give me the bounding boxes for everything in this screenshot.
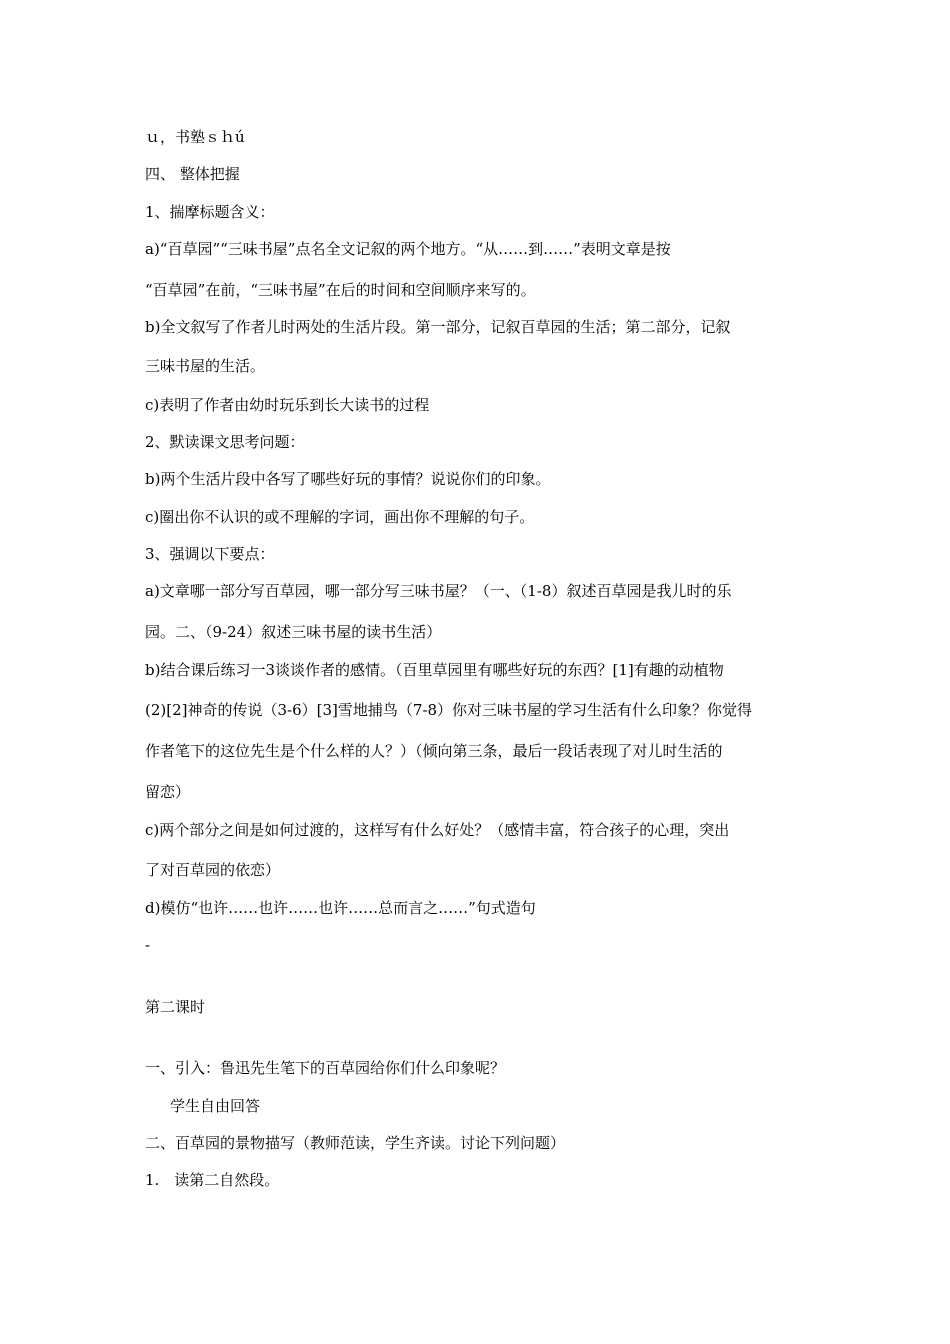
lesson-heading: 第二课时 (145, 998, 206, 1016)
text-line: 留恋） (145, 783, 191, 801)
text-line: b)结合课后练习一3谈谈作者的感情。（百里草园里有哪些好玩的东西？[1]有趣的动植物 (145, 661, 724, 679)
text-line: 2、默读课文思考问题： (145, 433, 305, 451)
text-line: 1、揣摩标题含义： (145, 203, 275, 221)
text-line: c)圈出你不认识的或不理解的字词，画出你不理解的句子。 (145, 508, 535, 526)
text-line: 作者笔下的这位先生是个什么样的人？）（倾向第三条，最后一段话表现了对儿时生活的 (145, 742, 723, 760)
text-line: (2)[2]神奇的传说（3-6）[3]雪地捕鸟（7-8）你对三味书屋的学习生活有什么印象？你觉得 (145, 701, 753, 719)
text-line: a)文章哪一部分写百草园，哪一部分写三味书屋？（一、（1-8）叙述百草园是我儿时的乐 (145, 582, 732, 600)
section-heading: 四、 整体把握 (145, 165, 240, 183)
text-line: c)两个部分之间是如何过渡的，这样写有什么好处？（感情丰富，符合孩子的心理，突出 (145, 821, 730, 839)
text-line: 了对百草园的依恋） (145, 861, 281, 879)
text-line: a)“百草园”“三味书屋”点名全文记叙的两个地方。“从……到……”表明文章是按 (145, 240, 671, 258)
text-line: d)模仿“也许……也许……也许……总而言之……”句式造句 (145, 899, 536, 917)
text-line: b)全文叙写了作者儿时两处的生活片段。第一部分，记叙百草园的生活；第二部分，记叙 (145, 318, 731, 336)
text-line: 三味书屋的生活。 (145, 357, 266, 375)
text-line: 学生自由回答 (170, 1097, 261, 1115)
text-line: “百草园”在前，“三味书屋”在后的时间和空间顺序来写的。 (145, 281, 536, 299)
text-line: b)两个生活片段中各写了哪些好玩的事情？说说你们的印象。 (145, 470, 551, 488)
text-line: 二、百草园的景物描写（教师范读，学生齐读。讨论下列问题） (145, 1134, 566, 1152)
text-line: 一、引入：鲁迅先生笔下的百草园给你们什么印象呢？ (145, 1059, 506, 1077)
text-line: ｕ，书塾ｓｈú (145, 128, 245, 146)
separator-dash: - (145, 936, 151, 954)
text-line: 1. 读第二自然段。 (145, 1171, 280, 1189)
text-line: 园。二、（9-24）叙述三味书屋的读书生活） (145, 623, 442, 641)
text-line: c)表明了作者由幼时玩乐到长大读书的过程 (145, 396, 430, 414)
text-line: 3、强调以下要点： (145, 545, 275, 563)
